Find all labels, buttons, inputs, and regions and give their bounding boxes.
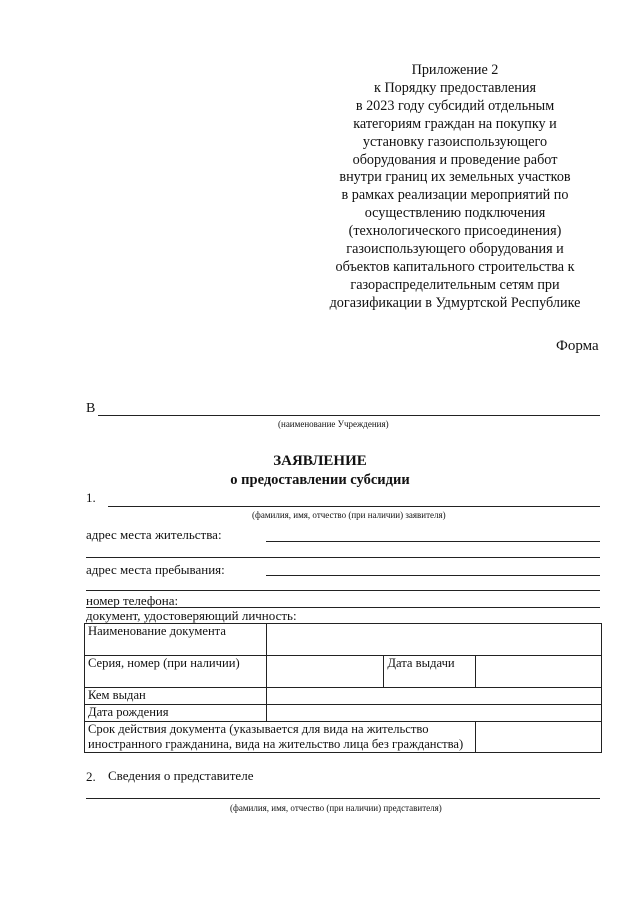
appendix-line: газораспределительным сетям при <box>350 276 560 293</box>
stay-field-line[interactable] <box>266 575 600 576</box>
doc-name-label: Наименование документа <box>85 624 267 656</box>
issue-date-label: Дата выдачи <box>384 656 476 688</box>
representative-name-line[interactable] <box>86 798 600 799</box>
appendix-line: осуществлению подключения <box>364 205 546 222</box>
stay-field-line-2[interactable] <box>86 590 600 591</box>
phone-label: номер телефона: <box>86 593 179 608</box>
recipient-prefix: В <box>86 401 96 416</box>
section2-number: 2. <box>86 769 96 784</box>
validity-cell[interactable] <box>476 722 602 753</box>
appendix-line: (технологического присоединения) <box>348 223 562 240</box>
issued-by-cell[interactable] <box>266 688 601 705</box>
validity-label: Срок действия документа (указывается для вида на жительство иностранного гражданина, вида на жительство лица без гражданства) <box>85 722 476 753</box>
appendix-line: Приложение 2 <box>411 62 499 78</box>
recipient-field-line[interactable] <box>98 415 600 416</box>
section1-number: 1. <box>86 490 96 505</box>
appendix-line: установку газоиспользующего <box>362 133 548 150</box>
issue-date-cell[interactable] <box>476 656 602 688</box>
table-row <box>85 722 602 753</box>
residence-field-line[interactable] <box>266 541 600 542</box>
appendix-line: объектов капитального строительства к <box>335 258 575 275</box>
table-row <box>85 624 602 656</box>
residence-field-line-2[interactable] <box>86 557 600 558</box>
appendix-line: в 2023 году субсидий отдельным <box>355 97 555 114</box>
id-document-table <box>84 623 602 753</box>
birth-date-label: Дата рождения <box>85 705 267 722</box>
form-label: Форма <box>556 338 599 354</box>
appendix-line: внутри границ их земельных участков <box>339 169 571 186</box>
appendix-line: догазификации в Удмуртской Республике <box>329 294 581 311</box>
series-number-label: Серия, номер (при наличии) <box>85 656 267 688</box>
representative-caption: (фамилия, имя, отчество (при наличии) представителя) <box>230 803 442 813</box>
table-row <box>85 688 602 705</box>
id-document-label: документ, удостоверяющий личность: <box>86 608 297 623</box>
residence-label: адрес места жительства: <box>86 527 222 542</box>
appendix-header <box>300 62 610 313</box>
appendix-line: к Порядку предоставления <box>374 79 536 96</box>
document-title: ЗАЯВЛЕНИЕ <box>273 453 367 469</box>
series-number-cell[interactable] <box>266 656 384 688</box>
appendix-line: в рамках реализации мероприятий по <box>341 187 569 204</box>
stay-label: адрес места пребывания: <box>86 562 225 577</box>
representative-label: Сведения о представителе <box>108 768 254 783</box>
birth-date-cell[interactable] <box>266 705 601 722</box>
table-row <box>85 705 602 722</box>
table-row <box>85 656 602 688</box>
document-subtitle: о предоставлении субсидии <box>230 472 410 488</box>
appendix-line: газоиспользующего оборудования и <box>346 241 564 258</box>
applicant-name-line[interactable] <box>108 506 600 507</box>
appendix-line: категориям граждан на покупку и <box>353 115 557 132</box>
appendix-line: оборудования и проведение работ <box>352 151 558 168</box>
applicant-name-caption: (фамилия, имя, отчество (при наличии) заявителя) <box>252 510 446 520</box>
issued-by-label: Кем выдан <box>85 688 267 705</box>
doc-name-cell[interactable] <box>266 624 601 656</box>
recipient-caption: (наименование Учреждения) <box>278 419 389 429</box>
